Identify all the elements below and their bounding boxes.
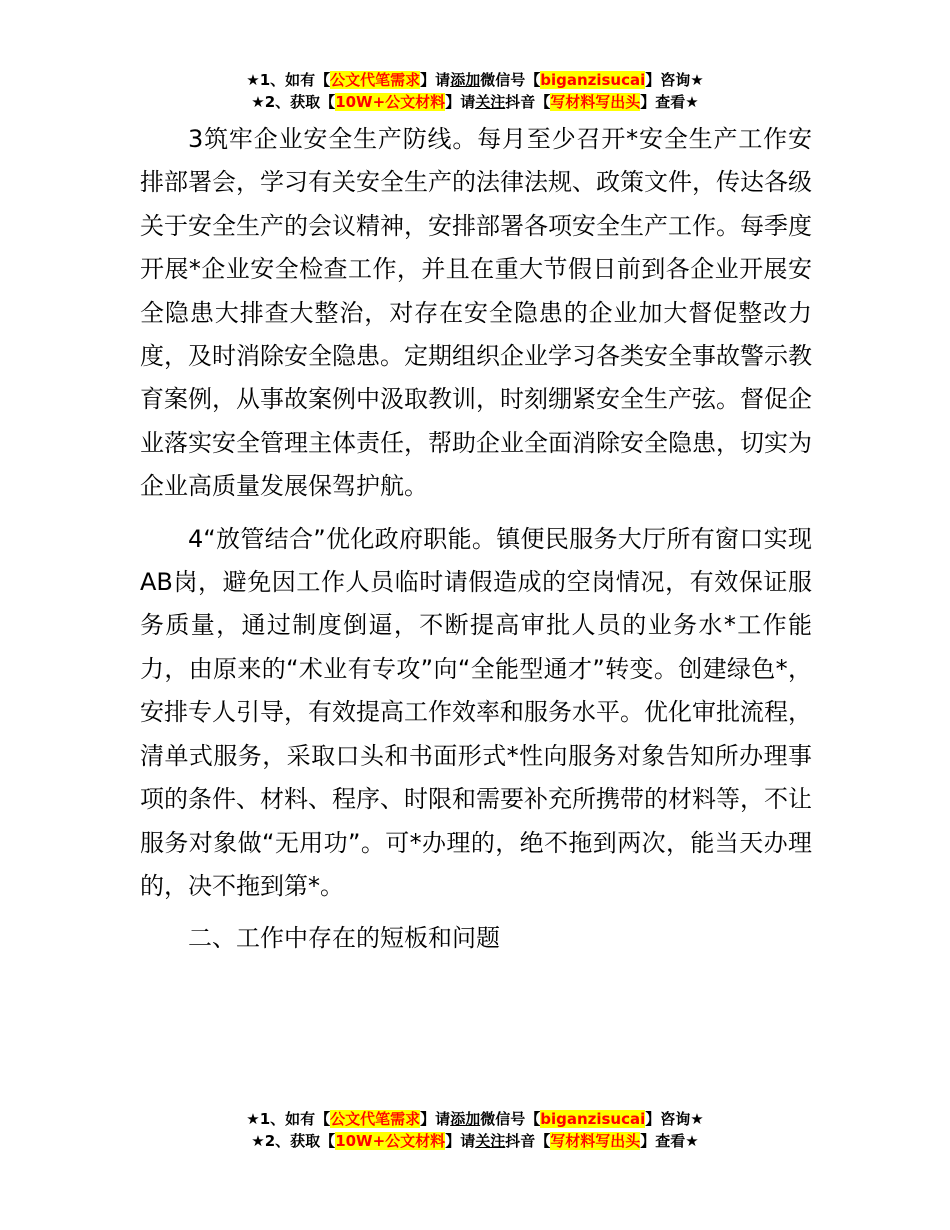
wechat-id-highlight: biganzisucai: [540, 71, 646, 89]
banner-text: 微信号【: [480, 1110, 541, 1128]
banner-underline: 关注: [475, 1132, 506, 1150]
banner-text: 微信号【: [480, 71, 541, 89]
banner-underline: 添加: [450, 71, 481, 89]
banner-line-2: [0, 91, 950, 113]
banner-text: 】请: [420, 71, 451, 89]
header-banner: [0, 69, 950, 113]
douyin-id-highlight: 写材料写出头: [550, 1132, 641, 1150]
banner-text: ★1、如有【: [246, 1110, 331, 1128]
banner-highlight: 公文代笔需求: [330, 1110, 421, 1128]
banner-text: 】请: [445, 93, 476, 111]
body-paragraph-1: 3筑牢企业安全生产防线。每月至少召开*安全生产工作安排部署会，学习有关安全生产的法律法规、政策文件，传达各级关于安全生产的会议精神，安排部署各项安全生产工作。每季度开展*企业安全检查工作，并且在重大节假日前到各企业开展安全隐患大排查大整治，对存在安全隐患的企业加大督促整改力度，及时消除安全隐患。定期组织企业学习各类安全事故警示教育案例，从事故案例中汲取教训，时刻绷紧安全生产弦。督促企业落实安全管理主体责任，帮助企业全面消除安全隐患，切实为企业高质量发展保驾护航。: [140, 125, 812, 501]
banner-text: 抖音【: [505, 1132, 551, 1150]
banner-line-2: [0, 1130, 950, 1152]
document-body: [140, 118, 812, 970]
wechat-id-highlight: biganzisucai: [540, 1110, 646, 1128]
banner-text: 抖音【: [505, 93, 551, 111]
section-heading: 二、工作中存在的短板和问题: [188, 924, 500, 953]
banner-highlight: 10W+公文材料: [335, 93, 446, 111]
banner-text: 】查看★: [640, 93, 699, 111]
banner-text: 】请: [420, 1110, 451, 1128]
banner-text: 】咨询★: [645, 1110, 704, 1128]
banner-text: ★1、如有【: [246, 71, 331, 89]
banner-text: 】请: [445, 1132, 476, 1150]
banner-underline: 关注: [475, 93, 506, 111]
banner-text: 】咨询★: [645, 71, 704, 89]
footer-banner: [0, 1108, 950, 1152]
banner-highlight: 公文代笔需求: [330, 71, 421, 89]
banner-text: ★2、获取【: [251, 1132, 336, 1150]
body-paragraph-2: 4“放管结合”优化政府职能。镇便民服务大厅所有窗口实现AB岗，避免因工作人员临时请假造成的空岗情况，有效保证服务质量，通过制度倒逼，不断提高审批人员的业务水*工作能力，由原来的“术业有专攻”向“全能型通才”转变。创建绿色*，安排专人引导，有效提高工作效率和服务水平。优化审批流程，清单式服务，采取口头和书面形式*性向服务对象告知所办理事项的条件、材料、程序、时限和需要补充所携带的材料等，不让服务对象做“无用功”。可*办理的，绝不拖到两次，能当天办理的，决不拖到第*。: [140, 524, 812, 900]
banner-line-1: [0, 1108, 950, 1130]
banner-text: 】查看★: [640, 1132, 699, 1150]
douyin-id-highlight: 写材料写出头: [550, 93, 641, 111]
banner-underline: 添加: [450, 1110, 481, 1128]
banner-line-1: [0, 69, 950, 91]
banner-text: ★2、获取【: [251, 93, 336, 111]
banner-highlight: 10W+公文材料: [335, 1132, 446, 1150]
